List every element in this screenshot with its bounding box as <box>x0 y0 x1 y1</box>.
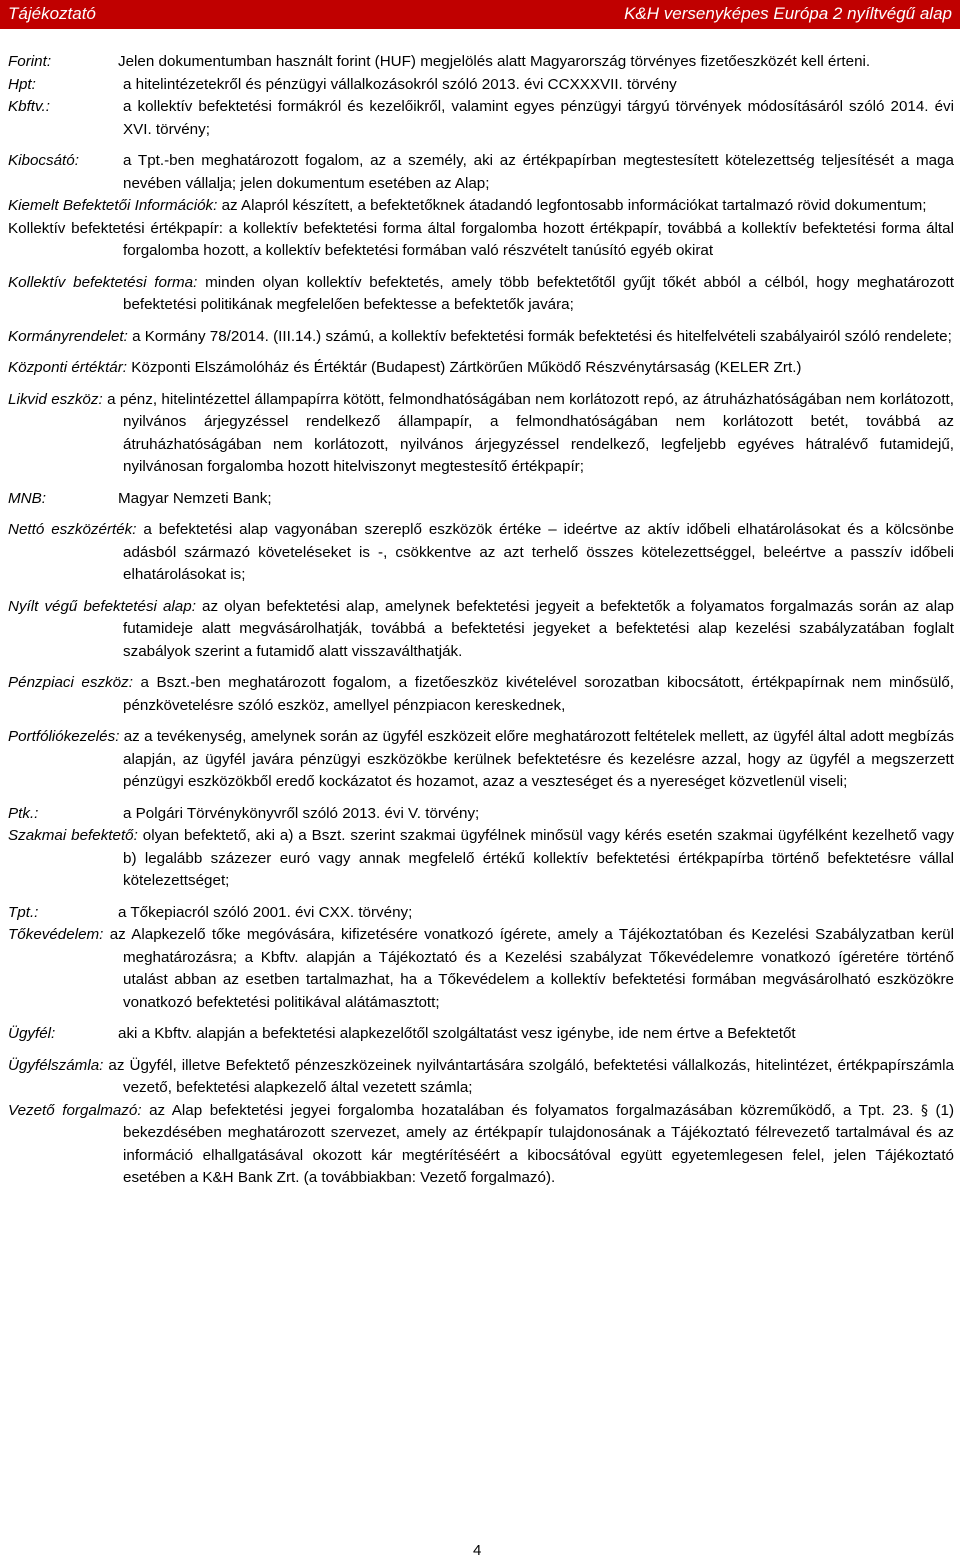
definition-ptk <box>8 803 954 826</box>
definition-text: Központi Elszámolóház és Értéktár (Budapest) Zártkörűen Működő Részvénytársaság (KELER Zrt.) <box>131 359 802 376</box>
definition-tpt <box>8 902 954 925</box>
header-fund-name: K&H versenyképes Európa 2 nyíltvégű alap <box>624 4 952 23</box>
definition-term: Vezető forgalmazó: <box>8 1101 142 1119</box>
definition-term: Szakmai befektető: <box>8 827 138 844</box>
definition-ugyfelszamla <box>8 1055 954 1100</box>
definition-term: Kollektív befektetési forma: <box>8 273 198 291</box>
definition-text: Magyar Nemzeti Bank; <box>118 489 272 507</box>
definition-kollektiv-befektetesi-forma <box>8 272 954 317</box>
definition-text: olyan befektető, aki a) a Bszt. szerint szakmai ügyfélnek minősül vagy kérés esetén szakmai ügyfélként kezelhető vagy b) legalább százezer euró vagy annak megfelelő értékű kollektív befektetési értékpapírba történő befektetésre vállal kötelezettséget; <box>123 827 954 889</box>
definition-ugyfel <box>8 1023 954 1046</box>
definition-term: Forint: <box>8 53 52 70</box>
definition-text-part-2: (1) bekezdésében meghatározott szervezet, amely az értékpapír tulajdonosának a Tájékoztató félrevezető tartalmával és az információ elhallgatásával okozott kár megtérítéséért a kibocsátóval együtt egyetemlegesen felel, jelen Tájékoztató esetében a K&H Bank Zrt. (a továbbiakban: Vezető forgalmazó). <box>123 1101 955 1186</box>
definition-term: Kormányrendelet: <box>8 327 128 345</box>
definition-kbftv <box>8 96 954 141</box>
definition-text: a pénz, hitelintézettel állampapírra kötött, felmondhatóságában nem korlátozott repó, az átruházhatóságában nem korlátozott, nyilvános árjegyzéssel rendelkező állampapír, a felmondhatóságában nem korlátozott betét, továbbá az átruházhatóságában nem korlátozott, nyilvános árjegyzéssel rendelkező, legfeljebb egyéves hátralévő futamidejű, nyilvánosan forgalomba hozott hitelviszonyt megtestesítő értékpapír; <box>107 390 954 475</box>
section-sign: § <box>920 1102 928 1119</box>
definition-kiemelt-befektetoi-informaciok <box>8 195 954 218</box>
definition-term: Nettó eszközérték: <box>8 521 137 538</box>
definition-term: Kbftv.: <box>8 98 50 115</box>
definition-text: a Tpt.-ben meghatározott fogalom, az a személy, aki az értékpapírban megtestesített kötelezettség teljesítését a maga nevében vállalja; jelen dokumentum esetében az Alap; <box>123 152 954 192</box>
definition-term: Tpt.: <box>8 903 39 921</box>
definition-netto-eszkozertek <box>8 519 954 587</box>
definition-text: a befektetési alap vagyonában szereplő eszközök értéke – ideértve az aktív időbeli elhatárolásokat és a kölcsönbe adásból származó követeléseket is -, csökkentve az azt terhelő összes kötelezettséggel, beleértve a passzív időbeli elhatárolásokat is; <box>123 521 954 583</box>
definition-text-part-1: az Alap befektetési jegyei forgalomba hozatalában és folyamatos forgalmazásában közreműködő, a Tpt. 23. <box>149 1101 921 1119</box>
definition-text: a Kormány 78/2014. (III.14.) számú, a kollektív befektetési formák befektetési és hitelfelvételi szabályairól szóló rendelete; <box>132 327 952 345</box>
definition-term: Kibocsátó: <box>8 152 79 169</box>
definition-term: Ügyfél: <box>8 1025 56 1042</box>
definition-term: Ügyfélszámla: <box>8 1056 104 1074</box>
definition-text: az olyan befektetési alap, amelynek befektetési jegyeit a befektetők a folyamatos forgalmazás során az alap futamideje alatt megvásárolhatják, továbbá a befektetési jegyeket a befektetési alap kezelési szabályzatában foglalt szabályok szerint a futamidő alatt visszaválthatják. <box>123 597 954 660</box>
definition-term: Tőkevédelem: <box>8 926 104 943</box>
definition-term: Nyílt végű befektetési alap: <box>8 597 196 615</box>
definition-term: Likvid eszköz: <box>8 390 103 408</box>
definition-text: aki a Kbftv. alapján a befektetési alapkezelőtől szolgáltatást vesz igénybe, ide nem értve a Befektetőt <box>118 1025 796 1042</box>
definition-term: Kollektív befektetési értékpapír: <box>8 219 224 237</box>
definition-kozponti-ertektar <box>8 357 954 380</box>
definition-term: Kiemelt Befektetői Információk: <box>8 197 218 214</box>
definition-term: Ptk.: <box>8 804 39 822</box>
page-header <box>0 0 960 29</box>
definition-term: Pénzpiaci eszköz: <box>8 674 133 691</box>
definition-text: az Ügyfél, illetve Befektető pénzeszközeinek nyilvántartására szolgáló, befektetési vállalkozás, hitelintézet, értékpapírszámla vezető, befektetési alapkezelő által vezetett számla; <box>108 1056 954 1096</box>
definition-tokevedelem <box>8 924 954 1014</box>
definition-nyilt-vegu-befektetesi-alap <box>8 596 954 664</box>
definition-hpt <box>8 74 954 97</box>
definition-forint <box>8 51 954 74</box>
definition-term: Portfóliókezelés: <box>8 728 120 745</box>
definition-kibocsato <box>8 150 954 195</box>
definition-text: a hitelintézetekről és pénzügyi vállalkozásokról szóló 2013. évi CCXXXVII. törvény <box>123 75 677 93</box>
definition-text: minden olyan kollektív befektetés, amely több befektetőtől gyűjt tőkét abból a célból, hogy meghatározott befektetési politikának megfelelően befektesse a befektetők javára; <box>123 273 954 313</box>
definition-kormanyrendelet <box>8 326 954 349</box>
definition-text: a Bszt.-ben meghatározott fogalom, a fizetőeszköz kivételével sorozatban kibocsátott, értékpapírnak nem minősülő, pénzkövetelésre szóló eszköz, amellyel pénzpiacon kereskednek, <box>123 674 955 714</box>
definition-likvid-eszkoz <box>8 389 954 479</box>
definition-text: a kollektív befektetési forma által forgalomba hozott értékpapír, továbbá a kollektív befektetési forma által forgalomba hozott, a kollektív befektetési formában való részvételt tanúsító egyéb okirat <box>123 219 954 259</box>
definition-text: az Alapkezelő tőke megóvására, kifizetésére vonatkozó ígérete, amely a Tájékoztatóban és Kezelési Szabályzatban kerül meghatározásra; a Kbftv. alapján a Tájékoztató és a Kezelési szabályzat Tőkevédelemre vonatkozó ígéretére történő utalást abban az esetben tartalmazhat, ha a Tőkevédelem a kollektív befektetési formában megvásárolható eszközökre vonatkozó befektetési politikával alátámasztott; <box>109 926 954 1011</box>
definition-text: az a tevékenység, amelynek során az ügyfél eszközeit előre meghatározott feltételek mellett, az ügyfél által adott megbízás alapján, az ügyfél javára pénzügyi eszközökbe kerülnek befektetésre és kezelésre azzal, hogy az ügyfél a megszerzett pénzügyi eszközökből eredő kockázatot és hozamot, azaz a veszteséget és a nyereséget közvetlenül viseli; <box>123 728 954 790</box>
page-number: 4 <box>473 1542 482 1559</box>
definition-szakmai-befekteto <box>8 825 954 893</box>
definition-mnb <box>8 488 954 511</box>
definition-text: a Polgári Törvénykönyvről szóló 2013. évi V. törvény; <box>123 804 480 822</box>
definition-term: Hpt: <box>8 75 36 93</box>
definition-kollektiv-befektetesi-ertekpapir <box>8 218 954 263</box>
definitions-list <box>8 51 954 1190</box>
definition-text: Jelen dokumentumban használt forint (HUF) megjelölés alatt Magyarország törvényes fizetőeszközét kell érteni. <box>118 53 871 70</box>
definition-text: az Alapról készített, a befektetőknek átadandó legfontosabb információkat tartalmazó rövid dokumentum; <box>221 197 927 214</box>
header-document-title: Tájékoztató <box>8 4 96 23</box>
definition-penzpiaci-eszkoz <box>8 672 954 717</box>
definition-vezeto-forgalmazo <box>8 1100 954 1190</box>
definition-term: Központi értéktár: <box>8 359 128 376</box>
definition-portfoliokezeles <box>8 726 954 794</box>
definition-text: a Tőkepiacról szóló 2001. évi CXX. törvény; <box>118 903 413 921</box>
definition-text: a kollektív befektetési formákról és kezelőikről, valamint egyes pénzügyi tárgyú törvények módosításáról szóló 2014. évi XVI. törvény; <box>123 98 954 138</box>
definition-term: MNB: <box>8 489 46 507</box>
